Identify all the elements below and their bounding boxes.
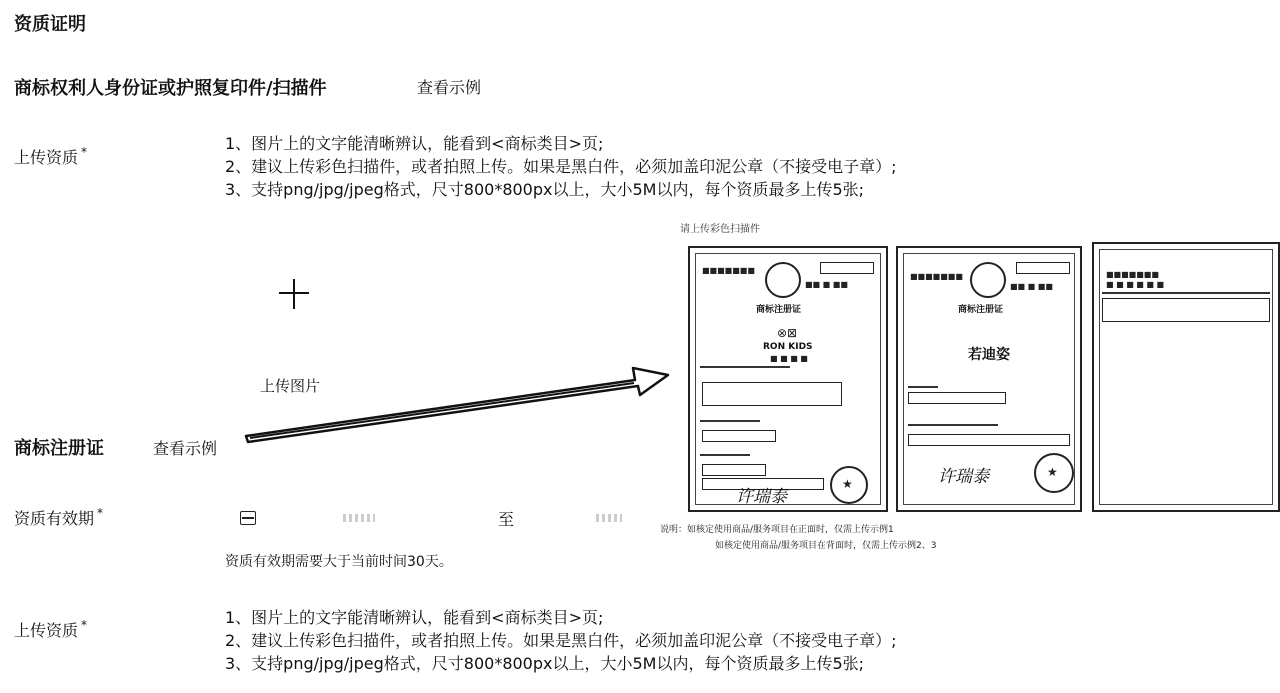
brand-name: 若迪姿 xyxy=(968,347,1010,363)
rule-item: 3、支持png/jpg/jpeg格式，尺寸800*800px以上，大小5M以内，每个资质最多上传5张; xyxy=(225,654,865,673)
upload-label-2 xyxy=(14,618,87,641)
example-cert-front: ■■■■■■■ ■■ ■ ■■ 商标注册证 ⊗⊠ RON KIDS ■ ■ ■ ■ 许瑞泰 ★ xyxy=(688,246,888,512)
owner-id-title: 商标权利人身份证或护照复印件/扫描件 xyxy=(14,78,327,99)
cert-title: 商标注册证 xyxy=(756,305,802,315)
owner-id-example-link[interactable]: 查看示例 xyxy=(417,78,482,97)
example-note-2: 如核定使用商品/服务项目在背面时，仅需上传示例2、3 xyxy=(715,541,937,551)
rule-item: 3、支持png/jpg/jpeg格式，尺寸800*800px以上，大小5M以内，每个资质最多上传5张; xyxy=(225,180,865,199)
example-cert-back-2: ■■■■■■■ ■ ■ ■ ■ ■ ■ xyxy=(1092,242,1280,512)
cert-title: 商标注册证 xyxy=(958,305,1004,315)
rule-item: 1、图片上的文字能清晰辨认，能看到<商标类目>页; xyxy=(225,608,604,627)
signature: 许瑞泰 xyxy=(736,487,787,507)
rule-item: 1、图片上的文字能清晰辨认，能看到<商标类目>页; xyxy=(225,134,604,153)
upload-image-label: 上传图片 xyxy=(260,377,321,395)
upload-rules-2 xyxy=(225,606,897,675)
validity-label xyxy=(14,506,103,529)
arrow-icon xyxy=(240,350,680,450)
start-date-input[interactable] xyxy=(343,514,375,522)
validity-label-text: 资质有效期 xyxy=(14,509,95,528)
upload-label-text: 上传资质 xyxy=(14,621,79,640)
end-date-input[interactable] xyxy=(596,514,622,522)
calendar-icon xyxy=(240,511,256,525)
required-mark: * xyxy=(97,506,104,520)
example-image xyxy=(650,218,1280,558)
upload-label-text: 上传资质 xyxy=(14,148,79,167)
trademark-cert-example-link[interactable]: 查看示例 xyxy=(153,439,218,458)
required-mark: * xyxy=(81,618,88,632)
signature: 许瑞泰 xyxy=(938,467,989,487)
example-cert-back-1: ■■■■■■■ ■■ ■ ■■ 商标注册证 若迪姿 许瑞泰 ★ xyxy=(896,246,1082,512)
upload-label-1 xyxy=(14,145,87,168)
date-separator: 至 xyxy=(498,510,515,529)
section-title: 资质证明 xyxy=(14,14,86,35)
upload-rules-1 xyxy=(225,132,897,201)
example-caption: 请上传彩色扫描件 xyxy=(680,224,760,235)
rule-item: 2、建议上传彩色扫描件，或者拍照上传。如果是黑白件，必须加盖印泥公章（不接受电子章）; xyxy=(225,631,897,650)
date-range-picker[interactable] xyxy=(238,505,658,531)
rule-item: 2、建议上传彩色扫描件，或者拍照上传。如果是黑白件，必须加盖印泥公章（不接受电子章）; xyxy=(225,157,897,176)
brand-logo: RON KIDS xyxy=(763,342,813,352)
example-note-1: 说明：如核定使用商品/服务项目在正面时，仅需上传示例1 xyxy=(660,525,894,535)
required-mark: * xyxy=(81,145,88,159)
validity-hint: 资质有效期需要大于当前时间30天。 xyxy=(225,554,453,570)
trademark-cert-title: 商标注册证 xyxy=(14,438,104,459)
